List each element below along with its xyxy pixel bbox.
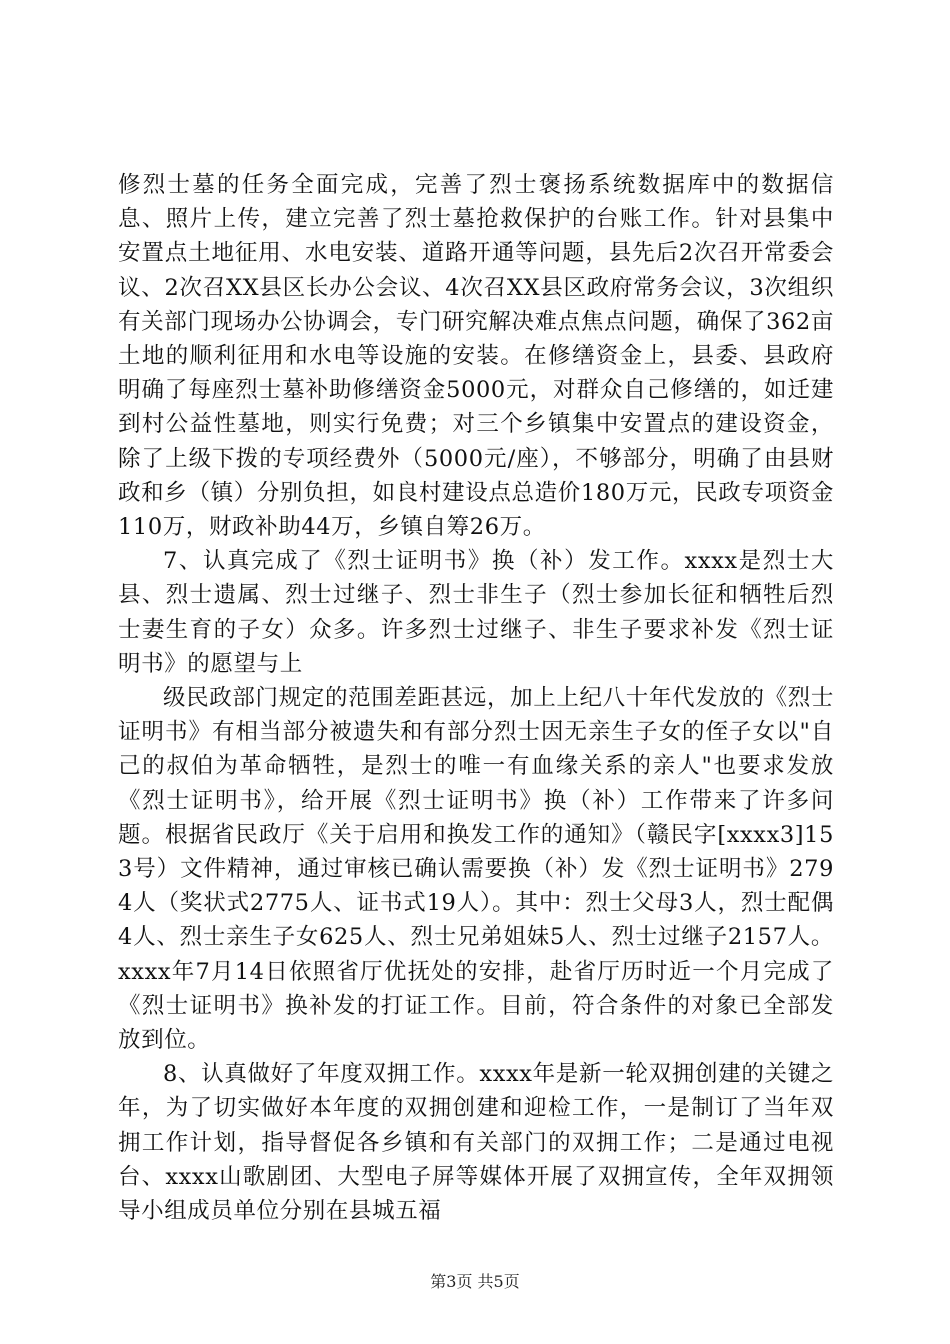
paragraph-3: 级民政部门规定的范围差距甚远，加上上纪八十年代发放的《烈士证明书》有相当部分被遗失和有部分烈士因无亲生子女的侄子女以"自己的叔伯为革命牺牲，是烈士的唯一有血缘关系的亲人"也要求发放《烈士证明书》，给开展《烈士证明书》换（补）工作带来了许多问题。根据省民政厅《关于启用和换发工作的通知》（赣民字[xxxx3]153号）文件精神，通过审核已确认需要换（补）发《烈士证明书》2794人（奖状式2775人、证书式19人）。其中：烈士父母3人，烈士配偶4人、烈士亲生子女625人、烈士兄弟姐妹5人、烈士过继子2157人。xxxx年7月14日依照省厅优抚处的安排，赴省厅历时近一个月完成了《烈士证明书》换补发的打证工作。目前，符合条件的对象已全部发放到位。 (118, 685, 834, 1054)
paragraph-2: 7、认真完成了《烈士证明书》换（补）发工作。xxxx是烈士大县、烈士遗属、烈士过继子、烈士非生子（烈士参加长征和牺牲后烈士妻生育的子女）众多。许多烈士过继子、非生子要求补发《烈士证明书》的愿望与上 (118, 548, 834, 677)
paragraph-4: 8、认真做好了年度双拥工作。xxxx年是新一轮双拥创建的关键之年，为了切实做好本年度的双拥创建和迎检工作，一是制订了当年双拥工作计划，指导督促各乡镇和有关部门的双拥工作；二是通过电视台、xxxx山歌剧团、大型电子屏等媒体开展了双拥宣传，全年双拥领导小组成员单位分别在县城五福 (118, 1061, 834, 1225)
page-number-footer: 第3页 共5页 (430, 1272, 520, 1291)
document-body (118, 168, 834, 1228)
paragraph-1: 修烈士墓的任务全面完成，完善了烈士褒扬系统数据库中的数据信息、照片上传，建立完善了烈士墓抢救保护的台账工作。针对县集中安置点土地征用、水电安装、道路开通等问题，县先后2次召开常委会议、2次召XX县区长办公会议、4次召XX县区政府常务会议，3次组织有关部门现场办公协调会，专门研究解决难点焦点问题，确保了362亩土地的顺利征用和水电等设施的安装。在修缮资金上，县委、县政府明确了每座烈士墓补助修缮资金5000元，对群众自己修缮的，如迁建到村公益性墓地，则实行免费；对三个乡镇集中安置点的建设资金，除了上级下拨的专项经费外（5000元/座），不够部分，明确了由县财政和乡（镇）分别负担，如良村建设点总造价180万元，民政专项资金110万，财政补助44万，乡镇自筹26万。 (118, 172, 834, 541)
